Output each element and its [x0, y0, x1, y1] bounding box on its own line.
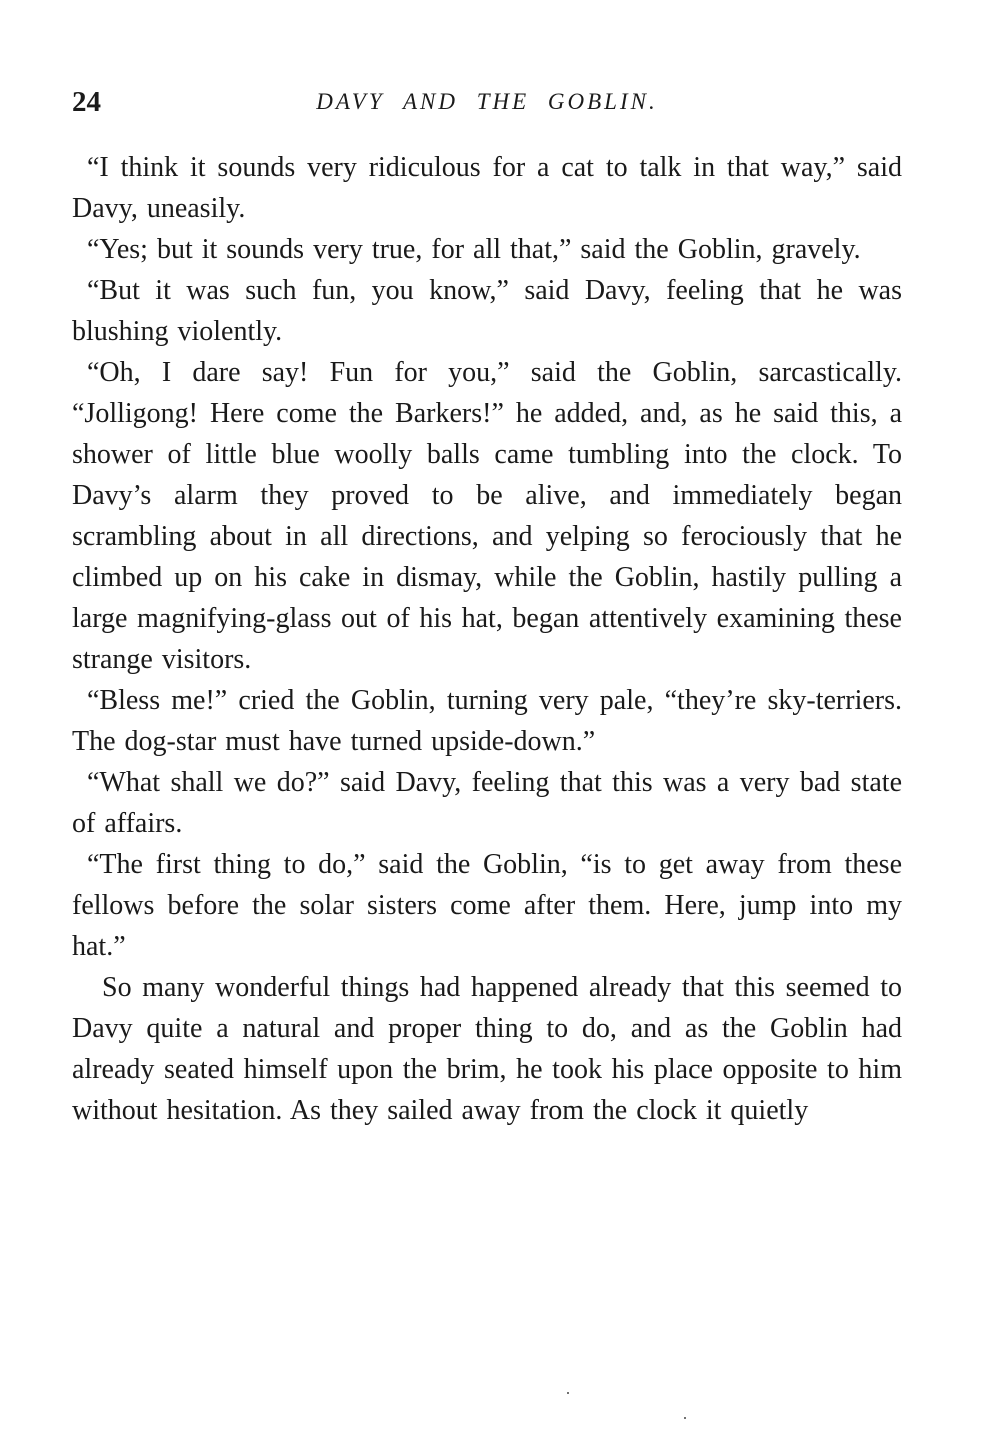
- paragraph: “What shall we do?” said Davy, feeling that this was a very bad state of affairs.: [72, 767, 902, 839]
- running-title: DAVY AND THE GOBLIN.: [316, 89, 658, 114]
- paragraph: “Yes; but it sounds very true, for all that,” said the Goblin, gravely.: [87, 234, 861, 265]
- page-header: [72, 86, 902, 126]
- paragraph: “Bless me!” cried the Goblin, turning very pale, “they’re sky-terriers. The dog-star must have turned upside-down.”: [72, 685, 902, 757]
- body-text: [72, 147, 902, 1131]
- paragraph: “The first thing to do,” said the Goblin, “is to get away from these fellows before the solar sisters come after them. Here, jump into my hat.”: [72, 849, 902, 962]
- paragraph: “I think it sounds very ridiculous for a cat to talk in that way,” said Davy, uneasily.: [72, 152, 902, 224]
- paragraph: “But it was such fun, you know,” said Davy, feeling that he was blushing violently.: [72, 275, 902, 347]
- paragraph: So many wonderful things had happened already that this seemed to Davy quite a natural and proper thing to do, and as the Goblin had already seated himself upon the brim, he took his place opposite to him without hesitation. As they sailed away from the clock it quietly: [72, 972, 902, 1126]
- page-number: 24: [72, 86, 101, 118]
- paragraph: “Oh, I dare say! Fun for you,” said the Goblin, sarcastically. “Jolligong! Here come the Barkers!” he added, and, as he said this, a shower of little blue woolly balls came tumbling into the clock. To Davy’s alarm they proved to be alive, and immediately began scrambling about in all directions, and yelping so ferociously that he climbed up on his cake in dismay, while the Goblin, hastily pulling a large magnifying-glass out of his hat, began attentively examining these strange visitors.: [72, 357, 902, 675]
- print-speck: [567, 1392, 569, 1394]
- print-speck: [684, 1417, 686, 1419]
